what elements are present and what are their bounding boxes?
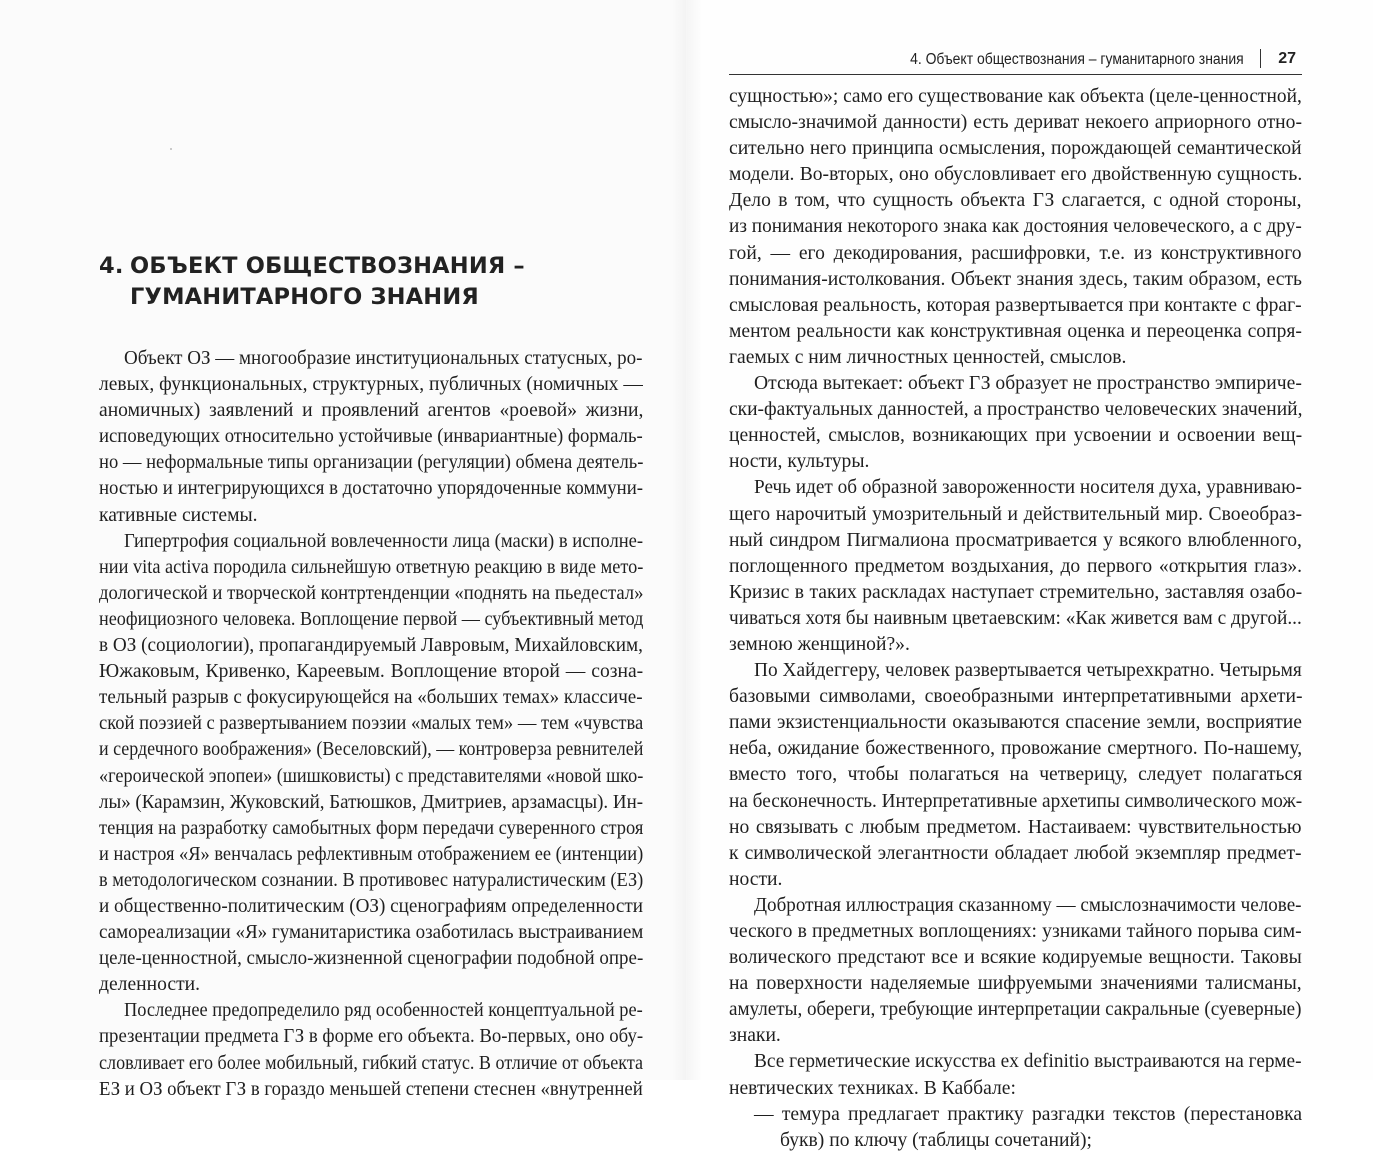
text-line-content: Все герметические искусства ex definitio выстраиваются на герме- <box>754 1051 1302 1073</box>
text-line-content: дологической и творческой контртенденции «поднять на пьедестал» <box>99 582 644 604</box>
text-line-content: Отсюда вытекает: объект ГЗ образует не пространство эмпириче- <box>754 373 1302 395</box>
text-line <box>729 528 1302 554</box>
text-line-content: Гипертрофия социальной вовлеченности лица (маски) в исполне- <box>124 530 644 552</box>
text-line <box>99 555 643 581</box>
text-line <box>729 580 1302 606</box>
text-line <box>729 1049 1302 1075</box>
text-line-content: чиваться хотя бы наивным цветаевским: «Как живется вам с другой... <box>729 607 1302 629</box>
text-line-content: кативные системы. <box>99 504 258 526</box>
text-line-content: презентации предмета ГЗ в форме его объекта. Во-первых, оно обу- <box>99 1026 644 1048</box>
book-gutter <box>672 0 702 1080</box>
text-line-content: базовыми символами, своеобразными интерпретативными архети- <box>729 686 1303 708</box>
text-line <box>729 919 1302 945</box>
text-line-content: ской поэзией с развертыванием поэзии «малых тем» — тем «чувства <box>99 713 644 735</box>
text-line-content: в ОЗ (социологии), пропагандируемый Лавровым, Михайловским, <box>99 635 643 657</box>
chapter-title <box>99 251 525 313</box>
text-line <box>729 475 1302 501</box>
text-line <box>99 711 643 737</box>
text-line-content: деленности. <box>99 974 201 996</box>
text-line <box>99 868 643 894</box>
text-line-content: смысловая реальность, которая развертывается при контакте с фраг- <box>729 294 1302 316</box>
text-line-content: понимания-истолкования. Объект знания здесь, таким образом, есть <box>729 268 1302 290</box>
text-line-content: волического предстают все и всякие кодируемые вещности. Таковы <box>729 947 1302 969</box>
text-line <box>99 842 643 868</box>
text-line <box>729 684 1302 710</box>
text-line <box>729 293 1302 319</box>
text-line <box>729 423 1302 449</box>
header-separator <box>1260 49 1262 68</box>
text-line <box>729 136 1302 162</box>
text-line-content: земною женщиной?». <box>729 633 910 655</box>
text-line-content: ности, культуры. <box>729 451 870 473</box>
text-line-content: неба, ожидание божественного, провожание смертного. По-нашему, <box>729 738 1303 760</box>
text-line-content: но связывать с любым предметом. Настаиваем: чувствительностью <box>729 816 1302 838</box>
text-line <box>729 789 1302 815</box>
text-line-content: сущностью»; само его существование как объекта (целе-ценностной, <box>729 86 1302 107</box>
text-line-content: Объект ОЗ — многообразие институциональных статусных, ро- <box>124 348 643 369</box>
text-line-content: гаемых с ним личностных ценностей, смыслов. <box>729 346 1127 368</box>
chapter-title-line2: ГУМАНИТАРНОГО ЗНАНИЯ <box>130 284 479 310</box>
text-line-content: исповедующих относительно устойчивые (инвариантные) формаль- <box>99 426 643 448</box>
text-line-content: ски-фактуальных данностей, а пространство человеческих значений, <box>729 399 1303 421</box>
text-line <box>99 1051 643 1077</box>
text-line <box>729 502 1302 528</box>
text-line <box>99 659 643 685</box>
page-number: 27 <box>1278 50 1296 67</box>
text-line-content: самореализации «Я» гуманитаристика озаботилась выстраиванием <box>99 922 644 944</box>
text-line <box>729 267 1302 293</box>
text-line <box>99 946 643 972</box>
text-line <box>729 188 1302 214</box>
text-line <box>99 503 643 529</box>
text-line <box>99 764 643 790</box>
text-line <box>99 998 643 1024</box>
text-line <box>729 319 1302 345</box>
text-line <box>99 581 643 607</box>
text-line <box>99 372 643 398</box>
text-line <box>729 841 1302 867</box>
text-line <box>99 476 643 502</box>
text-line-content: ный синдром Пигмалиона просматривается у всякого влюбленного, <box>729 529 1302 551</box>
text-line-content: вместо того, чтобы полагаться на четверицу, следует полагаться <box>729 764 1303 786</box>
text-line-content: и настроя «Я» венчалась рефлективным отображением ее (интенции) <box>99 843 644 865</box>
text-line <box>99 790 643 816</box>
text-line-content: и сердечного воображения» (Веселовский), — контроверза ревнителей <box>99 739 644 761</box>
text-line-content: Речь идет об образной завороженности носителя духа, уравниваю- <box>754 477 1302 499</box>
text-line-content: Последнее предопределило ряд особенностей концептуальной ре- <box>124 1000 643 1022</box>
text-line-content: Южаковым, Кривенко, Кареевым. Воплощение второй — созна- <box>99 661 644 683</box>
text-line <box>729 632 1302 658</box>
text-line <box>729 371 1302 397</box>
text-line <box>729 1076 1302 1102</box>
text-line-content: нии vita activa породила сильнейшую ответную реакцию в виде мето- <box>99 556 644 578</box>
text-line <box>729 84 1302 110</box>
text-line <box>729 710 1302 736</box>
text-line-content: букв) по ключу (таблицы сочетаний); <box>780 1129 1092 1151</box>
text-line <box>729 110 1302 136</box>
text-line <box>729 241 1302 267</box>
text-line-content: тельный разрыв с фокусирующейся на «больших темах» классиче- <box>99 687 643 709</box>
text-line <box>729 162 1302 188</box>
text-line <box>729 606 1302 632</box>
text-line <box>729 971 1302 997</box>
text-line <box>99 633 643 659</box>
chapter-number: 4. <box>99 253 124 279</box>
text-line <box>729 1102 1302 1128</box>
text-line <box>99 346 643 372</box>
text-line-content: ЕЗ и ОЗ объект ГЗ в гораздо меньшей степени стеснен «внутренней <box>99 1078 643 1100</box>
text-line-content: «героической эпопеи» (шишковисты) с представителями «новой шко- <box>99 765 644 787</box>
text-line <box>729 762 1302 788</box>
right-page-body <box>729 84 1302 1154</box>
text-line <box>99 920 643 946</box>
text-line <box>99 1024 643 1050</box>
text-line-content: аномичных) заявлений и проявлений агентов «роевой» жизни, <box>99 400 644 422</box>
text-line-content: к символической элегантности обладает любой экземпляр предмет- <box>729 842 1302 864</box>
text-line-content: гой, — его декодирования, расшифровки, т.е. из конструктивного <box>729 242 1302 264</box>
text-line-content: Кризис в таких раскладах наступает стремительно, заставляя озабо- <box>729 581 1303 603</box>
text-line-content: ностью и интегрирующихся в достаточно упорядоченные коммуни- <box>99 478 644 500</box>
left-page <box>0 0 686 1100</box>
text-line-content: Добротная иллюстрация сказанному — смыслозначимости челове- <box>754 894 1302 916</box>
text-line <box>729 397 1302 423</box>
text-line-content: тенция на разработку самобытных форм передачи суверенного строя <box>99 817 644 839</box>
text-line <box>99 972 643 998</box>
text-line-content: — темура предлагает практику разгадки текстов (перестановка <box>754 1103 1303 1125</box>
text-line-content: на бесконечность. Интерпретативные архетипы символического мож- <box>729 790 1303 812</box>
text-line <box>99 529 643 555</box>
text-line <box>729 945 1302 971</box>
text-line-content: ментом реальности как конструктивная оценка и переоценка сопря- <box>729 320 1302 342</box>
text-line <box>729 893 1302 919</box>
text-line <box>99 894 643 920</box>
text-line <box>99 685 643 711</box>
text-line <box>729 345 1302 371</box>
text-line <box>729 815 1302 841</box>
text-line <box>729 214 1302 240</box>
text-line <box>729 997 1302 1023</box>
text-line-content: амулеты, обереги, требующие интерпретации сакральные (суеверные) <box>729 999 1302 1021</box>
text-line-content: знаки. <box>729 1025 781 1047</box>
text-line <box>99 450 643 476</box>
text-line-content: неофициозного человека. Воплощение первой — субъективный метод <box>99 608 644 630</box>
text-line <box>99 607 643 633</box>
text-line <box>99 1077 643 1103</box>
text-line <box>729 449 1302 475</box>
text-line <box>99 737 643 763</box>
text-line <box>729 1128 1302 1154</box>
text-line-content: словливает его более мобильный, гибкий статус. В отличие от объекта <box>99 1052 643 1074</box>
text-line-content: модели. Во-вторых, оно обусловливает его двойственную сущность. <box>729 164 1303 186</box>
text-line <box>729 736 1302 762</box>
text-line-content: и общественно-политическим (ОЗ) сценографиям определенности <box>99 895 643 917</box>
text-line <box>99 424 643 450</box>
text-line <box>729 1023 1302 1049</box>
text-line-content: целе-ценностной, смысло-жизненной сценографии подобной опре- <box>99 948 644 970</box>
left-page-body <box>99 346 643 1103</box>
text-line-content: левых, функциональных, структурных, публичных (номичных — <box>99 374 643 396</box>
text-line <box>99 398 643 424</box>
text-line-content: пами экзистенциальности оказываются спасение земли, восприятие <box>729 712 1302 734</box>
text-line-content: щего нарочитый умозрительный и действительный мир. Своеобраз- <box>729 503 1302 525</box>
text-line-content: ческого в предметных воплощениях: узниками тайного порыва сим- <box>729 921 1302 942</box>
text-line-content: из понимания некоторого знака как достояния человеческого, а с дру- <box>729 216 1302 238</box>
running-header <box>729 48 1302 74</box>
print-speck <box>170 148 172 150</box>
text-line <box>99 816 643 842</box>
text-line-content: Дело в том, что сущность объекта ГЗ слагается, с одной стороны, <box>729 190 1302 212</box>
text-line-content: в методологическом сознании. В противовес натуралистическим (ЕЗ) <box>99 869 644 891</box>
text-line <box>729 554 1302 580</box>
text-line-content: невтических техниках. В Каббале: <box>729 1077 1016 1099</box>
text-line-content: но — неформальные типы организации (регуляции) обмена деятель- <box>99 452 644 474</box>
text-line-content: смысло-значимой данности) есть дериват некоего априорного отно- <box>729 112 1302 134</box>
text-line-content: По Хайдеггеру, человек развертывается четырехкратно. Четырьмя <box>754 660 1302 682</box>
text-line <box>729 867 1302 893</box>
running-title: 4. Объект обществознания – гуманитарного знания <box>910 51 1244 68</box>
header-rule <box>729 74 1302 75</box>
text-line-content: на поверхности наделяемые шифруемыми значениями талисманы, <box>729 973 1302 995</box>
text-line-content: лы» (Карамзин, Жуковский, Батюшков, Дмитриев, арзамасцы). Ин- <box>99 791 644 813</box>
text-line-content: ценностей, смыслов, возникающих при усвоении и освоении вещ- <box>729 425 1303 447</box>
text-line <box>729 658 1302 684</box>
text-line-content: сительно него принципа осмысления, порождающей семантической <box>729 138 1302 160</box>
text-line-content: ности. <box>729 868 783 890</box>
chapter-title-line1: ОБЪЕКТ ОБЩЕСТВОЗНАНИЯ – <box>130 253 525 279</box>
text-line-content: поглощенного предметом воздыхания, до первого «открытия глаз». <box>729 555 1303 577</box>
